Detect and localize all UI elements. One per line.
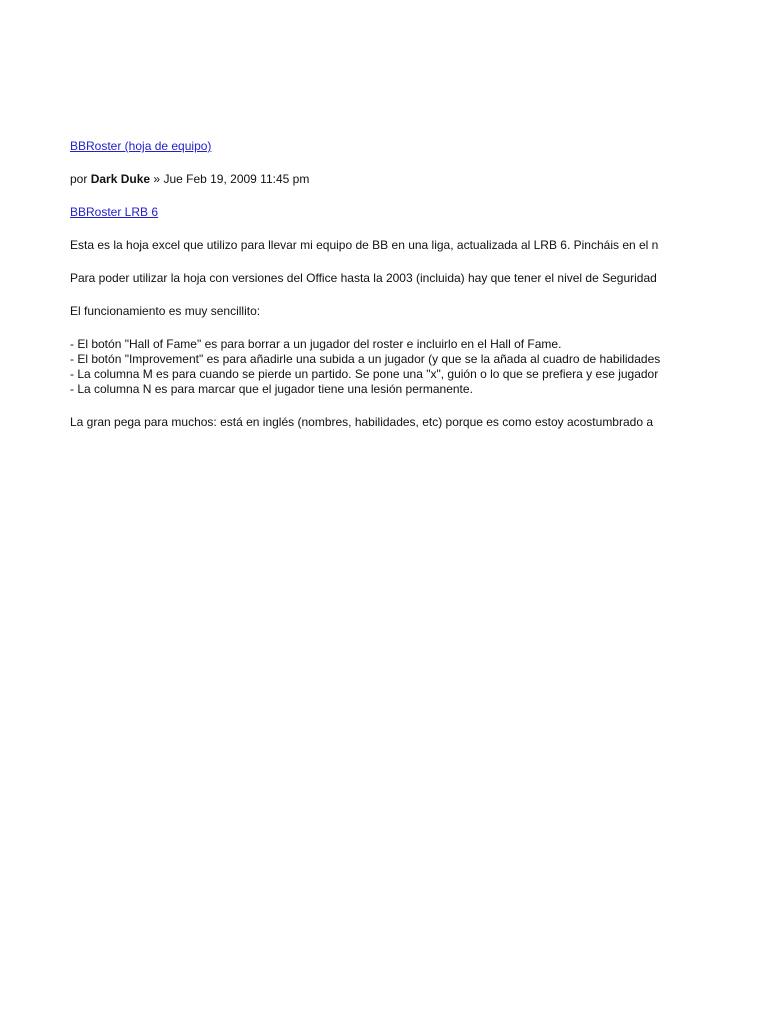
post-title-link[interactable]: BBRoster (hoja de equipo) [70,139,212,153]
forum-post [70,139,686,448]
post-title [70,139,686,154]
byline-prefix: por [70,172,88,186]
author-name: Dark Duke [90,172,151,186]
list-item: - La columna M es para cuando se pierde un partido. Se pone una "x", guión o lo que se prefiera y ese jugador [70,367,659,381]
paragraph-intro: Esta es la hoja excel que utilizo para llevar mi equipo de BB en una liga, actualizada al LRB 6. Pincháis en el n [70,238,659,252]
post-date: Jue Feb 19, 2009 11:45 pm [163,172,310,186]
download-link[interactable]: BBRoster LRB 6 [70,205,159,219]
paragraph-office-version: Para poder utilizar la hoja con versiones del Office hasta la 2003 (incluida) hay que tener el nivel de Seguridad [70,271,657,285]
paragraph-how-it-works: El funcionamiento es muy sencillito: [70,304,261,318]
paragraph-language-note: La gran pega para muchos: está en inglés (nombres, habilidades, etc) porque es como estoy acostumbrado a [70,415,654,429]
download-link-row [70,205,686,220]
list-item: - El botón "Hall of Fame" es para borrar a un jugador del roster e incluirlo en el Hall of Fame. [70,337,562,351]
post-byline [70,172,686,187]
list-item: - La columna N es para marcar que el jugador tiene una lesión permanente. [70,382,473,396]
byline-separator: » [153,172,161,186]
list-item: - El botón "Improvement" es para añadirle una subida a un jugador (y que se la añada al cuadro de habilidades [70,352,661,366]
feature-list [70,337,686,397]
